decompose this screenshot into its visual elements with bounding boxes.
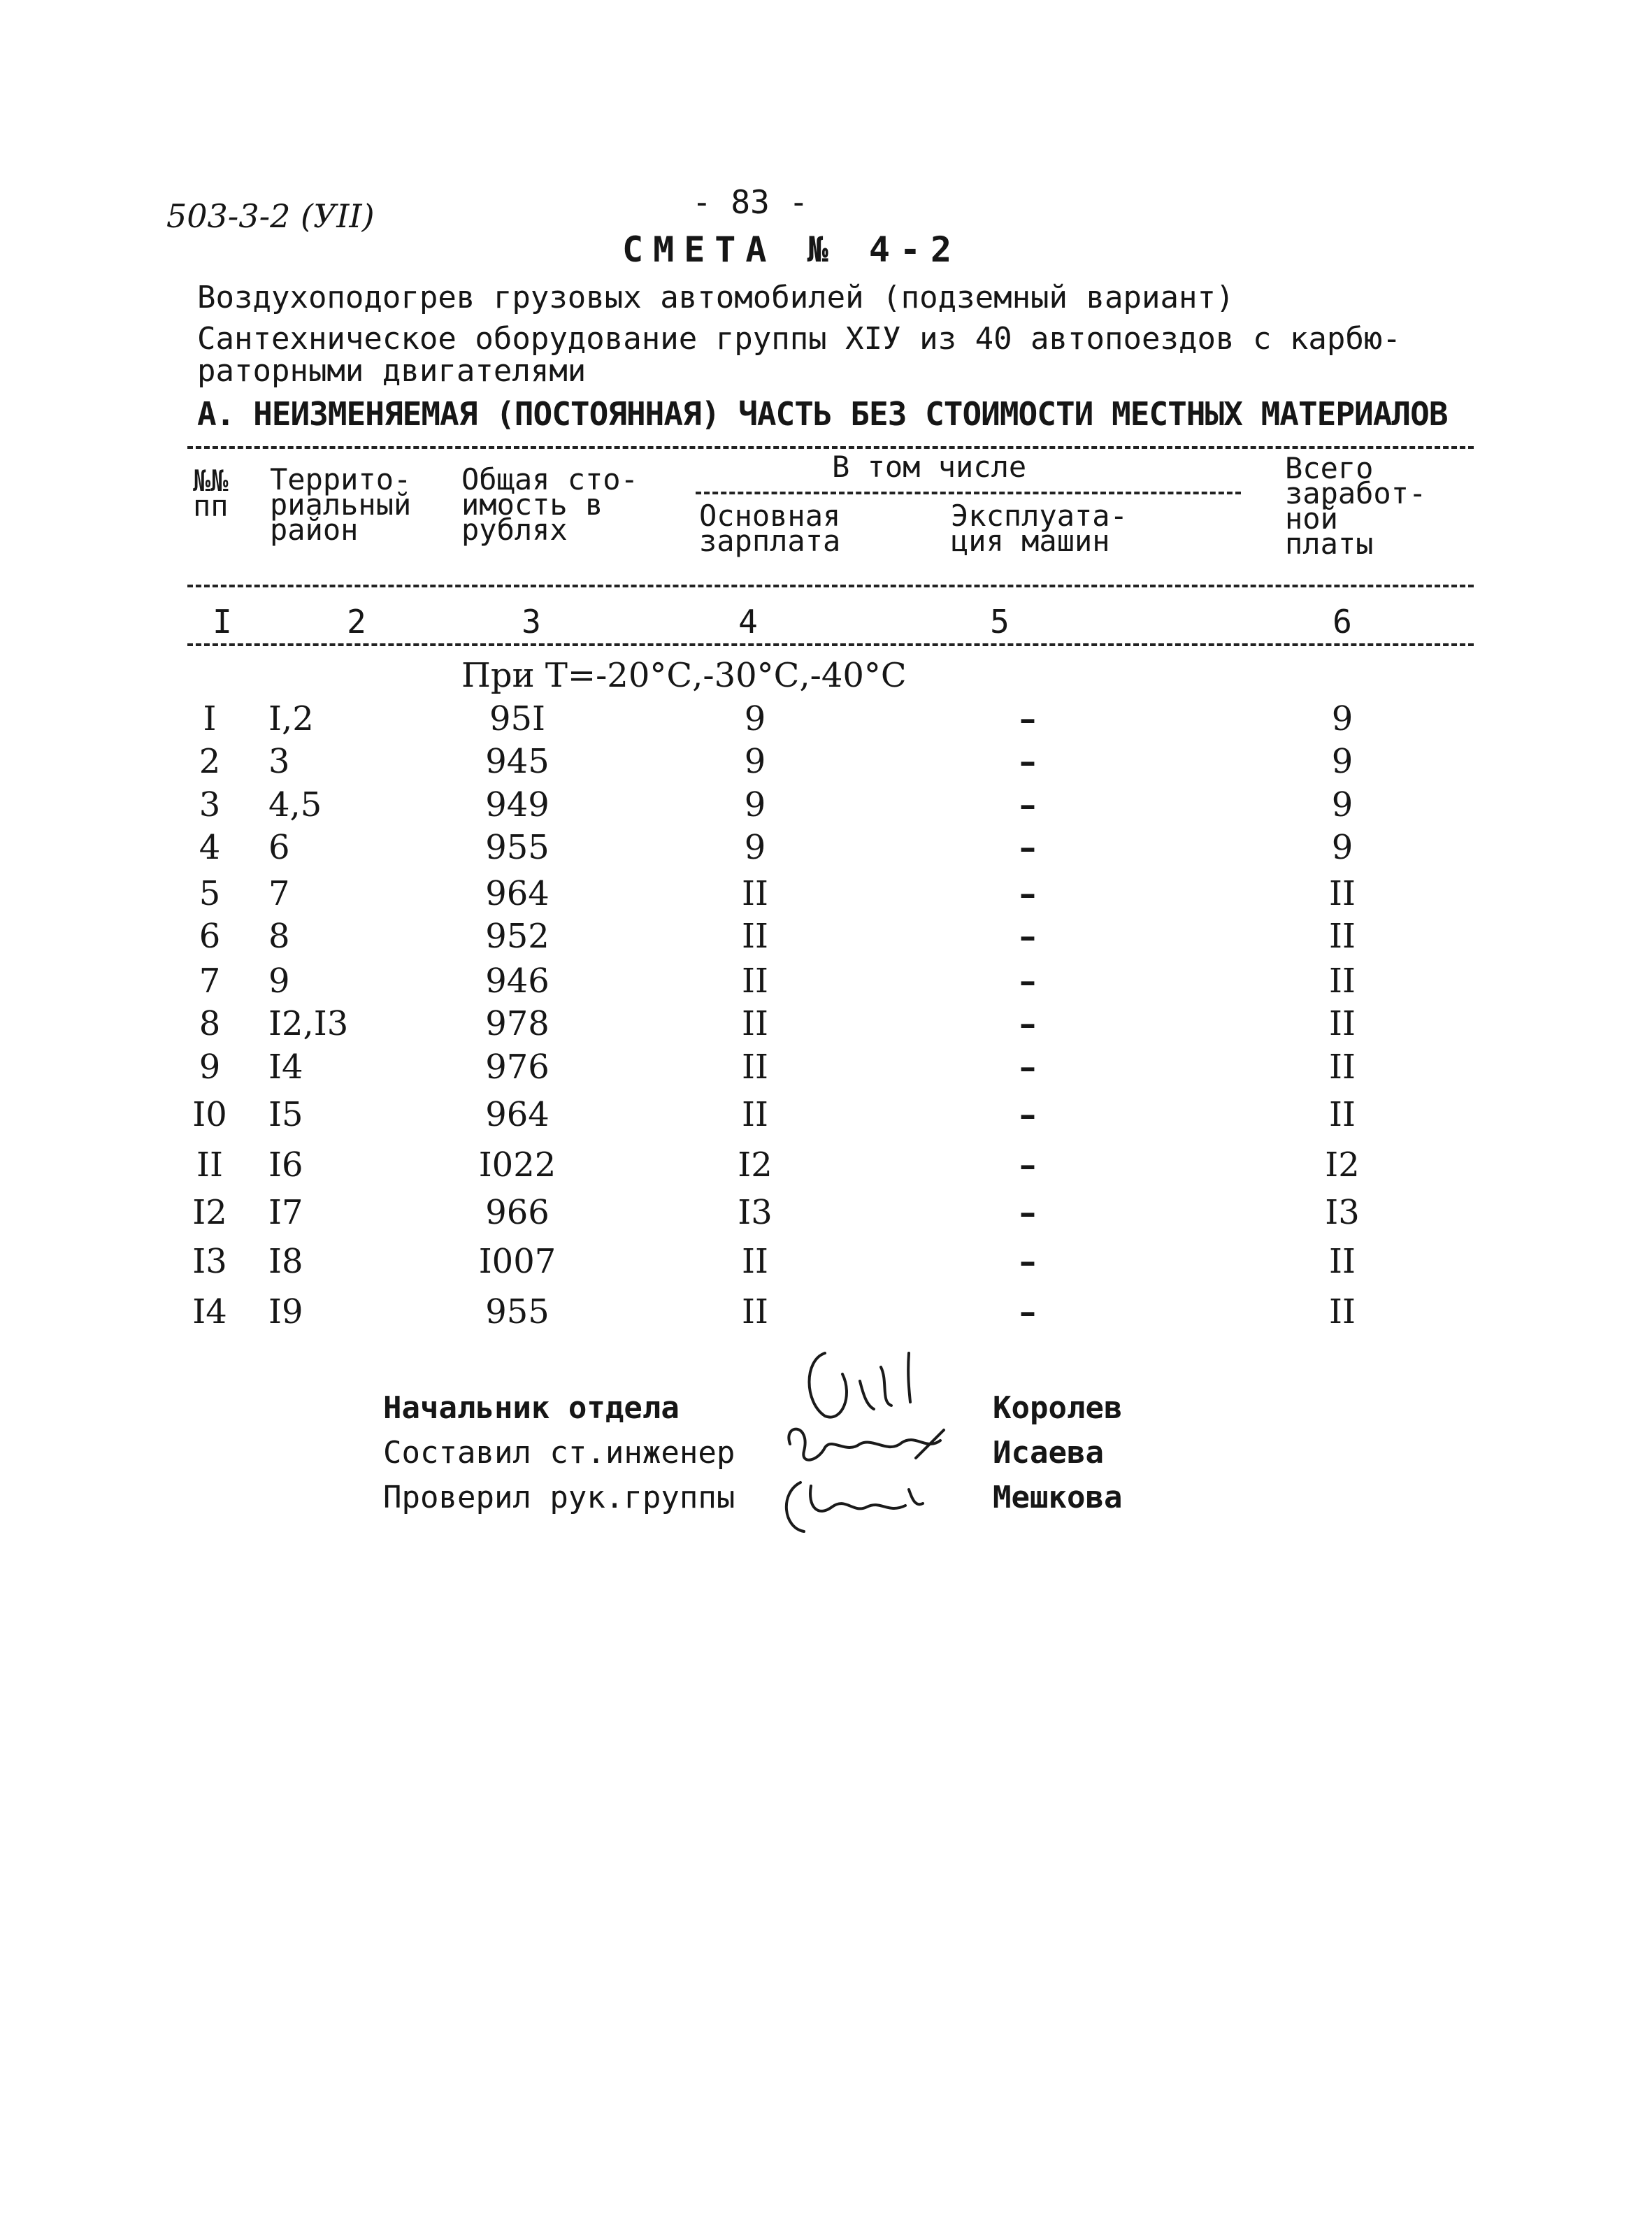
row-region: 7 (268, 874, 290, 913)
row-wage: 9 (744, 699, 766, 738)
description-line-1: Сантехническое оборудование группы XIУ из 40 автопоездов с карбю- (197, 321, 1401, 357)
temperature-condition: При Т=-20°С,-30°С,-40°С (461, 656, 907, 695)
table-row (0, 742, 1652, 784)
table-row (0, 962, 1652, 1003)
row-region: I6 (268, 1145, 303, 1185)
row-machine: – (1019, 1095, 1036, 1134)
colnum-bottom-rule (187, 643, 1474, 646)
row-cost: 976 (485, 1048, 550, 1087)
table-row (0, 1145, 1652, 1187)
row-region: 8 (268, 917, 290, 956)
header-col-region: Террито- риальный район (270, 462, 412, 547)
row-region: I5 (268, 1095, 303, 1134)
row-wage: II (742, 917, 768, 956)
row-cost: 949 (485, 785, 550, 824)
table-row (0, 785, 1652, 827)
row-total: II (1329, 1292, 1356, 1331)
table-row (0, 699, 1652, 741)
row-wage: II (742, 1048, 768, 1087)
row-cost: 946 (485, 962, 550, 1001)
row-machine: – (1019, 1292, 1036, 1331)
row-total: II (1329, 1242, 1356, 1281)
table-row (0, 1048, 1652, 1089)
row-machine: – (1019, 785, 1036, 824)
row-total: 9 (1331, 699, 1353, 738)
signature-name-3: Мешкова (993, 1480, 1123, 1515)
row-region: 9 (268, 962, 290, 1001)
row-machine: – (1019, 828, 1036, 867)
table-row (0, 1242, 1652, 1284)
estimate-description (197, 323, 1401, 387)
row-total: II (1329, 962, 1356, 1001)
row-machine: – (1019, 699, 1036, 738)
table-top-rule (187, 446, 1474, 449)
signature-role-2: Составил ст.инженер (383, 1435, 735, 1471)
group-subrule (696, 492, 1241, 494)
row-wage: II (742, 1004, 768, 1043)
signature-scribble-1 (810, 1353, 911, 1417)
row-total: 9 (1331, 828, 1353, 867)
page-number: - 83 - (692, 183, 809, 221)
row-cost: 964 (485, 1095, 550, 1134)
row-total: II (1329, 874, 1356, 913)
row-number: 6 (199, 917, 221, 956)
header-col-base-wage: Основная зарплата (699, 499, 841, 558)
row-number: 7 (199, 962, 221, 1001)
row-wage: II (742, 1095, 768, 1134)
row-machine: – (1019, 962, 1036, 1001)
row-wage: I2 (738, 1145, 773, 1185)
signature-role-1: Начальник отдела (383, 1390, 680, 1426)
row-number: I0 (192, 1095, 227, 1134)
row-region: I8 (268, 1242, 303, 1281)
row-region: I2,I3 (268, 1004, 349, 1043)
row-number: 2 (199, 742, 221, 781)
column-number-2: 2 (347, 603, 366, 641)
table-row (0, 1095, 1652, 1137)
row-machine: – (1019, 1193, 1036, 1232)
row-wage: 9 (744, 828, 766, 867)
signature-role-3: Проверил рук.группы (383, 1480, 735, 1515)
row-machine: – (1019, 1145, 1036, 1185)
row-number: 9 (199, 1048, 221, 1087)
table-row (0, 828, 1652, 870)
row-total: II (1329, 917, 1356, 956)
row-total: II (1329, 1048, 1356, 1087)
row-machine: – (1019, 742, 1036, 781)
row-cost: I022 (478, 1145, 556, 1185)
row-machine: – (1019, 1004, 1036, 1043)
row-wage: II (742, 1242, 768, 1281)
row-cost: 952 (485, 917, 550, 956)
header-col-number: №№ пп (193, 464, 229, 523)
row-number: 5 (199, 874, 221, 913)
signature-scribble-3 (787, 1482, 923, 1531)
row-region: 3 (268, 742, 290, 781)
row-wage: 9 (744, 742, 766, 781)
row-cost: I007 (478, 1242, 556, 1281)
row-region: I9 (268, 1292, 303, 1331)
row-wage: I3 (738, 1193, 773, 1232)
section-title: А. НЕИЗМЕНЯЕМАЯ (ПОСТОЯННАЯ) ЧАСТЬ БЕЗ СТОИМОСТИ МЕСТНЫХ МАТЕРИАЛОВ (197, 395, 1448, 433)
row-number: II (196, 1145, 223, 1185)
row-number: I3 (192, 1242, 227, 1281)
header-col-total-wage: Всего заработ- ной платы (1285, 451, 1427, 561)
table-row (0, 1292, 1652, 1334)
row-machine: – (1019, 874, 1036, 913)
header-col-total-cost: Общая сто- имость в рублях (461, 462, 638, 547)
row-total: I2 (1325, 1145, 1360, 1185)
row-number: 3 (199, 785, 221, 824)
signature-scribble-2 (789, 1429, 944, 1460)
row-total: II (1329, 1095, 1356, 1134)
column-number-6: 6 (1333, 603, 1352, 641)
row-number: I (203, 699, 217, 738)
column-number-5: 5 (990, 603, 1010, 641)
description-line-2: раторными двигателями (197, 353, 587, 389)
header-col-machine-ops: Эксплуата- ция машин (951, 499, 1128, 558)
row-region: 6 (268, 828, 290, 867)
row-region: I7 (268, 1193, 303, 1232)
row-region: 4,5 (268, 785, 322, 824)
row-total: 9 (1331, 742, 1353, 781)
row-number: I4 (192, 1292, 227, 1331)
table-row (0, 1004, 1652, 1046)
signature-name-1: Королев (993, 1390, 1123, 1426)
row-cost: 955 (485, 1292, 550, 1331)
row-cost: 945 (485, 742, 550, 781)
estimate-subtitle: Воздухоподогрев грузовых автомобилей (подземный вариант) (197, 280, 1235, 315)
row-cost: 964 (485, 874, 550, 913)
row-total: 9 (1331, 785, 1353, 824)
column-number-1: I (213, 603, 232, 641)
row-machine: – (1019, 1048, 1036, 1087)
table-row (0, 917, 1652, 959)
row-wage: II (742, 1292, 768, 1331)
column-number-3: 3 (522, 603, 541, 641)
row-number: I2 (192, 1193, 227, 1232)
row-wage: 9 (744, 785, 766, 824)
row-region: I4 (268, 1048, 303, 1087)
row-number: 8 (199, 1004, 221, 1043)
signature-name-2: Исаева (993, 1435, 1104, 1471)
row-wage: II (742, 962, 768, 1001)
row-number: 4 (199, 828, 221, 867)
row-total: II (1329, 1004, 1356, 1043)
handwritten-signatures (776, 1339, 986, 1549)
row-total: I3 (1325, 1193, 1360, 1232)
estimate-title: СМЕТА № 4-2 (622, 229, 962, 270)
column-number-4: 4 (738, 603, 758, 641)
table-row (0, 1193, 1652, 1235)
row-machine: – (1019, 1242, 1036, 1281)
row-cost: 955 (485, 828, 550, 867)
document-code: 503-3-2 (УII) (166, 197, 375, 235)
header-group-including: В том числе (832, 450, 1027, 484)
row-cost: 95I (489, 699, 546, 738)
row-machine: – (1019, 917, 1036, 956)
row-wage: II (742, 874, 768, 913)
header-bottom-rule (187, 585, 1474, 587)
row-region: I,2 (268, 699, 314, 738)
row-cost: 978 (485, 1004, 550, 1043)
row-cost: 966 (485, 1193, 550, 1232)
table-row (0, 874, 1652, 916)
